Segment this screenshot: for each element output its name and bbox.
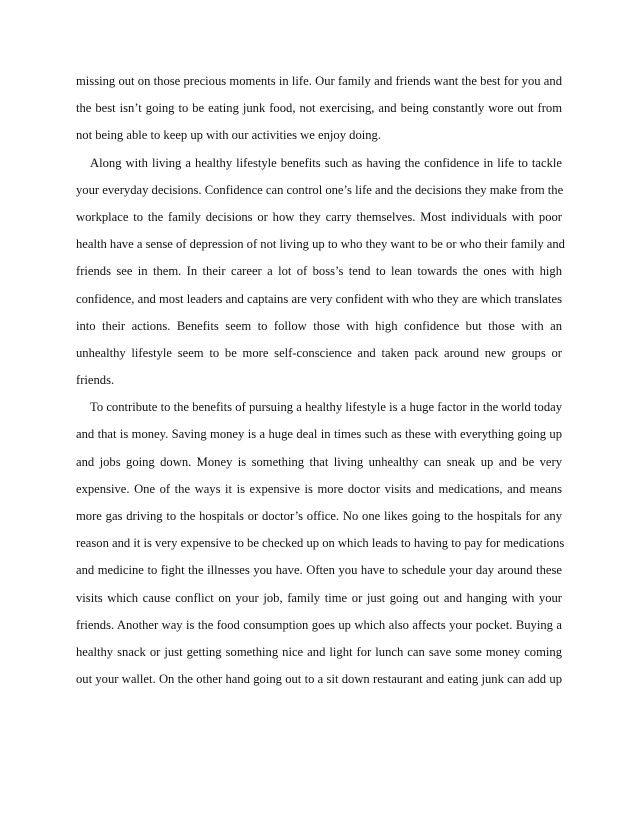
body-text [76, 68, 565, 693]
text-line: workplace to the family decisions or how they carry themselves. Most individuals with poor [76, 209, 562, 224]
text-line: unhealthy lifestyle seem to be more self-conscience and taken pack around new groups or [76, 345, 562, 360]
text-line: Along with living a healthy lifestyle benefits such as having the confidence in life to tackle [90, 155, 562, 170]
text-line: To contribute to the benefits of pursuing a healthy lifestyle is a huge factor in the world today [90, 400, 562, 415]
text-line: into their actions. Benefits seem to follow those with high confidence but those with an [76, 318, 562, 333]
text-line: friends. [76, 373, 115, 388]
text-line: and jobs going down. Money is something that living unhealthy can sneak up and be very [76, 454, 562, 469]
text-line: missing out on those precious moments in life. Our family and friends want the best for you and [76, 74, 562, 88]
text-line: out your wallet. On the other hand going out to a sit down restaurant and eating junk can add up [76, 672, 562, 687]
text-line: health have a sense of depression of not living up to who they want to be or who their family and [76, 237, 565, 252]
text-line: visits which cause conflict on your job, family time or just going out and hanging with your [76, 590, 562, 605]
text-line: reason and it is very expensive to be checked up on which leads to having to pay for medications [76, 536, 565, 551]
text-line: more gas driving to the hospitals or doctor’s office. No one likes going to the hospitals for any [76, 509, 562, 523]
text-line: friends see in them. In their career a lot of boss’s tend to lean towards the ones with high [76, 264, 562, 279]
text-line: and medicine to fight the illnesses you have. Often you have to schedule your day around these [76, 563, 562, 578]
text-line: confidence, and most leaders and captains are very confident with who they are which translates [76, 291, 562, 306]
text-line: expensive. One of the ways it is expensive is more doctor visits and medications, and means [76, 481, 562, 496]
text-line: healthy snack or just getting something nice and light for lunch can save some money coming [76, 644, 562, 659]
text-line: and that is money. Saving money is a huge deal in times such as these with everything going up [76, 427, 562, 442]
text-line: the best isn’t going to be eating junk food, not exercising, and being constantly wore out from [76, 101, 562, 116]
text-line: friends. Another way is the food consumption goes up which also affects your pocket. Buying a [76, 617, 562, 632]
text-line: your everyday decisions. Confidence can control one’s life and the decisions they make from the [76, 182, 564, 197]
text-line: not being able to keep up with our activities we enjoy doing. [76, 128, 381, 143]
